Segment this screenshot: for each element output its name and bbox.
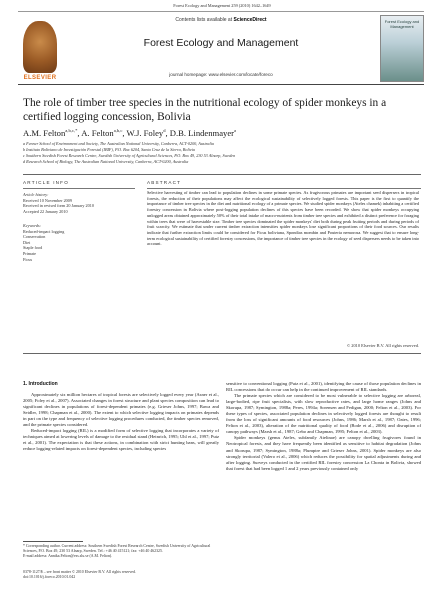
introduction-heading: 1. Introduction: [23, 381, 58, 387]
history-entry: Received 10 November 2009: [23, 197, 72, 203]
footnote-text: * Corresponding author. Current address: Southern Swedish Forest Research Centre, Swedish University of Agricultural Sciences, P.O. Box 49, 230 53 Alnarp, Sweden. Tel.: +46 40 415121; fax: +46 40 462325.: [23, 544, 211, 553]
email-address-line[interactable]: E-mail address: Annika.Felton@ess.slu.se (A.M. Felton).: [23, 554, 113, 558]
affiliation-line: a Fenner School of Environment and Society, The Australian National University, Canberra, ACT-0200, Australia: [23, 141, 214, 146]
cover-label: Forest Ecology and Management: [384, 19, 420, 29]
body-paragraph: Spider monkeys (genus Ateles, subfamily Atelinae) are canopy dwelling frugivores found in Neotropical forests, and they have frequently been identified as sensitive to habitat degradation (Johns and Skorupa, 1987; Symington, 1988a; Plumptre and Grieser Johns, 2001). Spider monkeys are also strongly territorial (Valero et al., 2006) which reduces the possibility for spatial adjustments during and after logging. Surveys conducted in the certified RIL forestry concession La Chonta in Bolivia, showed that forest that had been logged 1 and 2 years previously contained only: [226, 435, 421, 471]
body-paragraph: sensitive to conventional logging (Putz et al., 2001), identifying the cause of those population declines in RIL concessions that do occur can help in the continued improvement of RIL standards.: [226, 381, 421, 393]
keyword[interactable]: Primate: [23, 250, 37, 256]
article-info-rule: [23, 188, 135, 189]
elsevier-logo-text: ELSEVIER: [23, 75, 57, 81]
affiliations: [23, 141, 423, 165]
journal-title: Forest Ecology and Management: [143, 37, 299, 49]
issn-line: 0378-1127/$ – see front matter © 2010 Elsevier B.V. All rights reserved.: [23, 570, 136, 574]
journal-cover-thumbnail[interactable]: [380, 15, 424, 82]
journal-citation: Forest Ecology and Management 259 (2010) 1642–1649: [173, 3, 271, 8]
abstract-rule: [147, 188, 421, 189]
author-list: [23, 128, 423, 138]
header-divider: [23, 174, 421, 175]
abstract-heading: ABSTRACT: [147, 180, 182, 185]
author-name[interactable]: A. Felton: [81, 128, 114, 138]
abstract-divider: [23, 353, 421, 354]
author-affil-sup: a,b,c: [113, 128, 123, 134]
body-paragraph: The primate species which are considered to be most vulnerable to selective logging are arboreal, large-bodied, ripe fruit specialists, with slow reproductive rates, and large home ranges (Johns and Skorupa, 1987; Symington, 1988a; Peres, 1994a; Sorensen and Fedigan, 2000; Felton et al., 2003). For these types of species, associated population declines in selectively logged forests are thought to result from the loss of significant amounts of food resources (Johns, 1986; Marsh et al., 1987; Oates, 1996; Felton et al., 2003), alteration of the nutritional quality of food (Bode et al., 2006) and disruption of canopy pathways (Marsh et al., 1987; Gebo and Chapman, 1995; Felton et al., 2003).: [226, 393, 421, 435]
elsevier-logo[interactable]: [18, 12, 62, 85]
body-left-column: [23, 392, 219, 452]
author-separator: ,: [77, 128, 82, 138]
affiliation-line: d Research School of Biology, The Australian National University, Canberra, ACT-0200, Australia: [23, 159, 189, 164]
abstract-text: Selective harvesting of timber can lead to population declines in some primate species. As frugivorous primates are important seed dispersers in tropical forests, the reduction of their populations may affect the ecological sustainability of selectively logged forests. This paper is the first to quantify the importance of timber tree species in the diet and nutritional ecology of a primate species. We studied spider monkeys (Ateles chamek) inhabiting a certified forestry concession in Bolivia where post-logging population declines of this species have been recorded. We show that spider monkeys occupying unlogged areas obtained approximately 50% of their total intake of macro-nutrients from timber tree species and exhibited a distinct preference for foraging within trees that were of harvestable size. Timber tree species dominated the spider monkeys' diet both during peak fruiting periods and during periods of fruit scarcity. We estimate that under current timber extraction intensities spider monkeys lose significant proportions of their food sources. Our results indicate that further extraction limits could be considered for Ficus boliviana, Spondias mombin and Pouteria nemorosa. We suggest that to ensure long-term ecological sustainability of certified forestry concessions, the importance of timber tree species in the ecology of seed dispersers needs to be taken into account.: [147, 190, 419, 247]
keyword[interactable]: Reduced-impact logging: [23, 228, 65, 234]
author-name[interactable]: D.B. Lindenmayer: [169, 128, 234, 138]
keyword[interactable]: Diet: [23, 239, 31, 245]
body-right-column: [226, 381, 421, 472]
sciencedirect-link[interactable]: ScienceDirect: [233, 17, 267, 23]
keywords-label: Keywords:: [23, 223, 41, 228]
journal-homepage-link[interactable]: journal homepage: www.elsevier.com/locate/foreco: [169, 72, 273, 77]
article-identifiers: [23, 570, 219, 580]
history-entry: Accepted 22 January 2010: [23, 208, 68, 214]
history-entry: Received in revised form 20 January 2010: [23, 203, 94, 209]
copyright-notice: © 2010 Elsevier B.V. All rights reserved.: [346, 343, 419, 348]
affiliation-line: b Instituto Boliviano de Investigación Forestal (IBIF), P.O. Box 6204, Santa Cruz de la Sierra, Bolivia: [23, 147, 195, 152]
affiliation-line: c Southern Swedish Forest Research Centre, Swedish University of Agricultural Sciences, P.O. Box 49, 230 53 Alnarp, Sweden: [23, 153, 236, 158]
contents-prefix: Contents lists available at: [175, 17, 234, 23]
history-label: Article history:: [23, 192, 49, 197]
journal-info: [66, 12, 376, 85]
journal-banner: [18, 11, 424, 85]
article-history: [23, 192, 113, 214]
author-affil-sup: a: [234, 128, 237, 134]
author-affil-sup: a,b,c,*: [65, 128, 78, 134]
author-name[interactable]: W.J. Foley: [126, 128, 164, 138]
body-paragraph: Reduced-impact logging (RIL) is a modified form of selective logging that incorporates a variety of techniques aimed at lowering levels of damage to the residual stand (Heinrich, 1995; Uhl et al., 1997; Putz et al., 2001). The expectation is that these actions, in combination with strict hunting bans, will greatly reduce logging-related impacts on forest-dependent species, including species: [23, 428, 219, 452]
footnote-rule: [23, 541, 83, 542]
author-separator: ,: [165, 128, 170, 138]
corresponding-author-footnote: [23, 544, 219, 559]
body-paragraph: Approximately six million hectares of tropical forests are selectively logged every year (Asner et al., 2005; Foley et al., 2007). Associated changes in forest structure and plant species composition can lead to significant declines in populations of forest-dependent primates (e.g. Grieser Johns, 1997; Bawa and Seidler, 1998; Chapman et al., 2000). The extent to which selective logging impacts on primates depends in part on the type and frequency of selective logging procedures conducted, the timber species removed, and the primate species considered.: [23, 392, 219, 428]
author-affil-sup: d: [163, 128, 166, 134]
keywords: [23, 223, 113, 262]
keyword[interactable]: Staple food: [23, 245, 43, 251]
keyword[interactable]: Ficus: [23, 256, 33, 262]
article-title: The role of timber tree species in the nutritional ecology of spider monkeys in a certified logging concession, Bolivia: [23, 97, 387, 123]
contents-line: [66, 17, 376, 23]
keyword[interactable]: Conservation: [23, 234, 46, 240]
author-separator: ,: [122, 128, 127, 138]
author-name[interactable]: A.M. Felton: [23, 128, 66, 138]
article-info-heading: ARTICLE INFO: [23, 180, 69, 185]
elsevier-tree-icon: [23, 21, 57, 73]
doi-link[interactable]: doi:10.1016/j.foreco.2010.01.042: [23, 575, 76, 579]
